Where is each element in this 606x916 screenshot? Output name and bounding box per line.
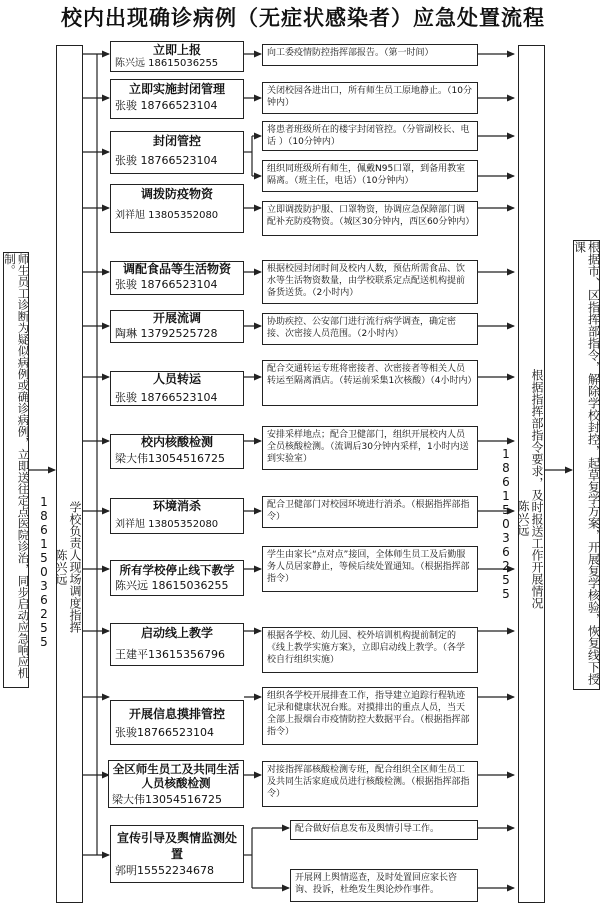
step-campus-test <box>110 434 244 469</box>
report-name: 陈兴远 <box>516 500 530 536</box>
step-contact: 张骏 18766523104 <box>115 391 218 404</box>
step-name: 校内核酸检测 <box>140 435 213 449</box>
trigger-text: 师生员工诊断为疑似病例或确诊病例，立即送往定点医院诊治，同步启动应急响应机制。 <box>3 253 31 679</box>
step-contact: 郭明15552234678 <box>115 864 214 877</box>
step-name: 全区师生员工及共同生活人员核酸检测 <box>112 762 240 790</box>
step-stop-offline <box>110 560 244 596</box>
page-title: 校内出现确诊病例（无症状感染者）应急处置流程 <box>61 6 545 30</box>
step-supplies <box>110 184 244 233</box>
step-contact: 梁大伟13054516725 <box>115 452 225 465</box>
step-contact: 张骏 18766523104 <box>115 99 218 112</box>
desc-stop-offline: 学生由家长“点对点”接回，全体师生员工及后勤服务人员居家静止，等候后续处置通知。（根据指挥部指令） <box>262 546 478 592</box>
desc-disinfect: 配合卫健部门对校园环境进行消杀。（根据指挥部指令） <box>262 496 478 528</box>
step-name: 宣传引导及舆情监测处置 <box>116 831 237 861</box>
desc-report: 向工委疫情防控指挥部报告。（第一时间） <box>262 44 478 66</box>
step-contact: 王建平13615356796 <box>115 648 225 661</box>
report-text: 根据指挥部指令要求，及时报送工作开展情况 <box>530 369 544 609</box>
step-name: 立即上报 <box>152 43 201 57</box>
command-phone: 18615036255 <box>37 494 51 649</box>
step-name: 环境消杀 <box>152 499 201 513</box>
step-name: 所有学校停止线下教学 <box>119 563 235 577</box>
desc-publicity-1: 配合做好信息发布及舆情引导工作。 <box>290 820 478 840</box>
step-contact: 陈兴远 18615036255 <box>115 579 229 592</box>
desc-publicity-2: 开展网上舆情巡查，及时处置回应家长咨询、投诉，杜绝发生舆论炒作事件。 <box>290 869 478 902</box>
step-contact: 梁大伟13054516725 <box>112 793 222 806</box>
step-name: 开展信息摸排管控 <box>128 707 225 721</box>
step-contact: 张骏18766523104 <box>115 726 214 739</box>
desc-control-1: 将患者班级所在的楼宇封闭管控。（分管副校长、电话 ）（10分钟内） <box>262 121 478 151</box>
desc-screening: 组织各学校开展排查工作，指导建立追踪行程轨迹记录和健康状况台账。对摸排出的重点人员，当天全部上报烟台市疫情防控大数据平台。（根据指挥部指令） <box>262 687 478 745</box>
desc-epi: 协助疾控、公安部门进行流行病学调查，确定密接、次密接人员范围。（2小时内） <box>262 313 478 345</box>
step-name: 调拨防疫物资 <box>140 187 213 201</box>
desc-lockdown: 关闭校园各进出口，所有师生员工原地静止。（10分钟内） <box>262 82 478 114</box>
step-name: 启动线上教学 <box>140 626 213 640</box>
step-report <box>110 41 244 72</box>
step-name: 封闭管控 <box>152 134 201 148</box>
desc-online: 根据各学校、幼儿园、校外培训机构提前制定的《线上教学实施方案》，立即启动线上教学。（各学校自行组织实施） <box>262 627 478 673</box>
desc-food: 根据校园封闭时间及校内人数，预估所需食品、饮水等生活物资数量，由学校联系定点配送机构提前备货送货。（2小时内） <box>262 260 478 304</box>
step-food <box>110 261 244 295</box>
step-disinfect <box>110 498 244 534</box>
step-contact: 张骏 18766523104 <box>115 154 218 167</box>
resume-text: 根据市、区指挥部指令，解除学校封控，起草复学方案，开展复学核验，恢复线下授课 <box>572 241 601 685</box>
desc-transfer: 配合交通转运专班将密接者、次密接者等相关人员转运至隔离酒店。（转运前采集1次核酸）（4小时内） <box>262 360 478 406</box>
step-contact: 陈兴远 18615036255 <box>115 58 219 69</box>
step-district-test <box>108 760 244 808</box>
desc-control-2: 组织同班级所有师生，佩戴N95口罩，到备用教室隔离。（班主任，电话）（10分钟内） <box>262 160 478 192</box>
report-phone: 18615036255 <box>499 447 513 601</box>
step-epi <box>110 310 244 343</box>
step-name: 立即实施封闭管理 <box>128 82 225 96</box>
step-contact: 刘祥旭 13805352080 <box>115 519 219 530</box>
step-lockdown <box>110 79 244 119</box>
step-contact: 刘祥旭 13805352080 <box>115 210 219 221</box>
step-online <box>110 623 244 666</box>
step-contact: 张骏 18766523104 <box>115 278 218 291</box>
desc-district-test: 对接指挥部核酸检测专班，配合组织全区师生员工及共同生活家庭成员进行核酸检测。（根据指挥部指令） <box>262 761 478 807</box>
step-transfer <box>110 371 244 406</box>
step-screening <box>110 700 244 745</box>
step-control <box>110 131 244 174</box>
command-name: 陈兴远 <box>54 548 68 585</box>
desc-campus-test: 安排采样地点；配合卫健部门，组织开展校内人员全员核酸检测。（流调后30分钟内采样，1小时内送到实验室） <box>262 426 478 470</box>
step-name: 开展流调 <box>152 311 201 325</box>
step-name: 调配食品等生活物资 <box>122 262 231 276</box>
desc-supplies: 立即调拨防护服、口罩物资，协调应急保障部门调配补充防疫物资。（城区30分钟内，西区60分钟内） <box>262 201 478 236</box>
step-publicity <box>110 825 244 883</box>
step-contact: 陶琳 13792525728 <box>115 327 218 340</box>
step-name: 人员转运 <box>152 372 201 386</box>
command-text: 学校负责人现场调度指挥 <box>68 500 82 633</box>
